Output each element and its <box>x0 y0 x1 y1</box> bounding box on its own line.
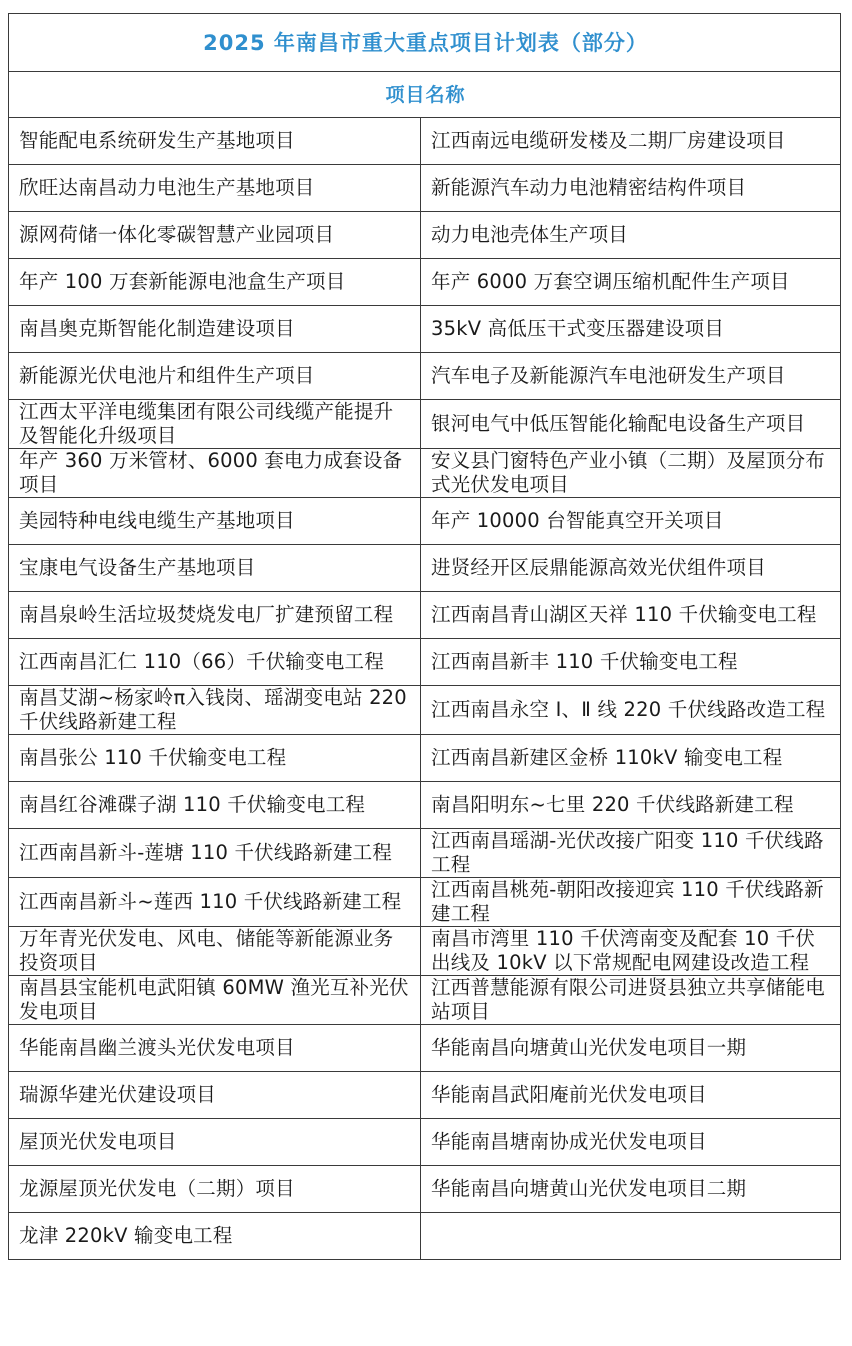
table-row <box>9 353 841 400</box>
project-cell-right: 江西普慧能源有限公司进贤县独立共享储能电站项目 <box>421 976 841 1025</box>
table-row <box>9 498 841 545</box>
project-cell-left: 智能配电系统研发生产基地项目 <box>9 118 421 165</box>
project-cell-right: 银河电气中低压智能化输配电设备生产项目 <box>421 400 841 449</box>
project-cell-right: 南昌阳明东~七里 220 千伏线路新建工程 <box>421 782 841 829</box>
project-cell-left: 年产 100 万套新能源电池盒生产项目 <box>9 259 421 306</box>
project-cell-right: 江西南昌新丰 110 千伏输变电工程 <box>421 639 841 686</box>
project-cell-right: 汽车电子及新能源汽车电池研发生产项目 <box>421 353 841 400</box>
column-header-project-name: 项目名称 <box>9 72 841 118</box>
project-cell-right: 进贤经开区辰鼎能源高效光伏组件项目 <box>421 545 841 592</box>
project-cell-right: 新能源汽车动力电池精密结构件项目 <box>421 165 841 212</box>
table-row <box>9 1072 841 1119</box>
project-cell-left: 美园特种电线电缆生产基地项目 <box>9 498 421 545</box>
table-row <box>9 829 841 878</box>
project-cell-left: 江西南昌新斗-莲塘 110 千伏线路新建工程 <box>9 829 421 878</box>
project-cell-right: 江西南昌青山湖区天祥 110 千伏输变电工程 <box>421 592 841 639</box>
table-row <box>9 686 841 735</box>
table-row <box>9 878 841 927</box>
project-cell-right: 江西南昌新建区金桥 110kV 输变电工程 <box>421 735 841 782</box>
project-cell-left: 华能南昌幽兰渡头光伏发电项目 <box>9 1025 421 1072</box>
table-row <box>9 212 841 259</box>
project-cell-left: 南昌县宝能机电武阳镇 60MW 渔光互补光伏发电项目 <box>9 976 421 1025</box>
table-row <box>9 1213 841 1260</box>
table-row <box>9 592 841 639</box>
table-row <box>9 735 841 782</box>
table-row <box>9 118 841 165</box>
project-cell-left: 南昌张公 110 千伏输变电工程 <box>9 735 421 782</box>
project-cell-left: 南昌艾湖~杨家岭π入钱岗、瑶湖变电站 220 千伏线路新建工程 <box>9 686 421 735</box>
table-row <box>9 639 841 686</box>
project-cell-left: 龙源屋顶光伏发电（二期）项目 <box>9 1166 421 1213</box>
table-row <box>9 927 841 976</box>
title-row <box>9 14 841 72</box>
project-cell-right <box>421 1213 841 1260</box>
project-cell-left: 源网荷储一体化零碳智慧产业园项目 <box>9 212 421 259</box>
table-row <box>9 165 841 212</box>
project-cell-right: 江西南昌永空 Ⅰ、Ⅱ 线 220 千伏线路改造工程 <box>421 686 841 735</box>
project-cell-right: 华能南昌塘南协成光伏发电项目 <box>421 1119 841 1166</box>
project-cell-left: 屋顶光伏发电项目 <box>9 1119 421 1166</box>
project-cell-left: 南昌红谷滩碟子湖 110 千伏输变电工程 <box>9 782 421 829</box>
table-title: 2025 年南昌市重大重点项目计划表（部分） <box>9 14 841 72</box>
project-cell-right: 江西南远电缆研发楼及二期厂房建设项目 <box>421 118 841 165</box>
project-cell-right: 江西南昌瑶湖-光伏改接广阳变 110 千伏线路工程 <box>421 829 841 878</box>
project-cell-right: 南昌市湾里 110 千伏湾南变及配套 10 千伏出线及 10kV 以下常规配电网建设改造工程 <box>421 927 841 976</box>
project-cell-left: 江西南昌新斗~莲西 110 千伏线路新建工程 <box>9 878 421 927</box>
project-cell-right: 年产 10000 台智能真空开关项目 <box>421 498 841 545</box>
project-cell-right: 年产 6000 万套空调压缩机配件生产项目 <box>421 259 841 306</box>
table-row <box>9 782 841 829</box>
project-plan-table <box>8 13 841 1260</box>
project-cell-left: 万年青光伏发电、风电、储能等新能源业务投资项目 <box>9 927 421 976</box>
header-row <box>9 72 841 118</box>
table-row <box>9 259 841 306</box>
project-cell-left: 龙津 220kV 输变电工程 <box>9 1213 421 1260</box>
table-row <box>9 449 841 498</box>
project-cell-left: 江西南昌汇仁 110（66）千伏输变电工程 <box>9 639 421 686</box>
project-cell-left: 宝康电气设备生产基地项目 <box>9 545 421 592</box>
project-cell-right: 动力电池壳体生产项目 <box>421 212 841 259</box>
project-cell-right: 江西南昌桃苑-朝阳改接迎宾 110 千伏线路新建工程 <box>421 878 841 927</box>
project-cell-left: 新能源光伏电池片和组件生产项目 <box>9 353 421 400</box>
table-row <box>9 400 841 449</box>
table-row <box>9 1025 841 1072</box>
project-cell-right: 35kV 高低压干式变压器建设项目 <box>421 306 841 353</box>
project-cell-right: 华能南昌向塘黄山光伏发电项目一期 <box>421 1025 841 1072</box>
project-cell-left: 江西太平洋电缆集团有限公司线缆产能提升及智能化升级项目 <box>9 400 421 449</box>
table-row <box>9 1166 841 1213</box>
project-cell-left: 年产 360 万米管材、6000 套电力成套设备项目 <box>9 449 421 498</box>
project-cell-right: 华能南昌武阳庵前光伏发电项目 <box>421 1072 841 1119</box>
table-row <box>9 545 841 592</box>
table-row <box>9 976 841 1025</box>
table-row <box>9 1119 841 1166</box>
project-cell-right: 安义县门窗特色产业小镇（二期）及屋顶分布式光伏发电项目 <box>421 449 841 498</box>
project-cell-left: 瑞源华建光伏建设项目 <box>9 1072 421 1119</box>
project-cell-left: 南昌奥克斯智能化制造建设项目 <box>9 306 421 353</box>
project-cell-left: 南昌泉岭生活垃圾焚烧发电厂扩建预留工程 <box>9 592 421 639</box>
plan-table-container <box>8 13 840 1338</box>
table-row <box>9 306 841 353</box>
project-cell-right: 华能南昌向塘黄山光伏发电项目二期 <box>421 1166 841 1213</box>
project-cell-left: 欣旺达南昌动力电池生产基地项目 <box>9 165 421 212</box>
